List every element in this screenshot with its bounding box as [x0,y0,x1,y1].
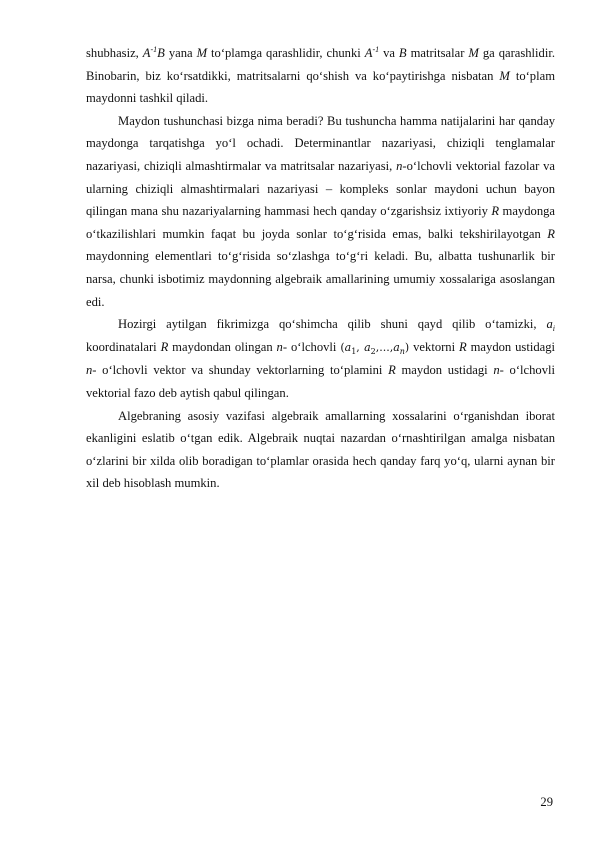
paragraph-3 [86,313,555,404]
text-run: - o‘lchovli [282,339,341,354]
math-exponent: -1 [372,45,380,54]
tuple-separator: ,..., [375,340,394,354]
text-run: to‘plam maydonni tashkil qiladi. [86,68,555,106]
text-run: ga qarashlidir. Binobarin, biz ko‘rsatdikki, matritsalarni qo‘shish va ko‘paytirishga nisbatan [86,46,556,83]
paragraph-1 [86,42,555,110]
text-run: shubhasiz, [86,46,143,60]
math-symbol: M [499,68,510,83]
tuple-separator: , [356,340,365,354]
body-text [86,42,555,495]
math-subscript: 1 [351,346,357,356]
text-run: koordinatalari [86,339,161,354]
paragraph-4 [86,405,555,495]
text-run: to‘plamga qarashlidir, chunki [207,46,365,60]
math-symbol: n [276,339,283,354]
text-run: -o‘lchovli vektorial fazolar va ularning chiziqli almashtirmalari nazariyasi – kompleks sonlar maydoni uchun bayon qilingan mana shu nazariyalarning hammasi hech qanday o‘zgarishsiz ixtiyoriy [86,158,555,219]
math-symbol: a [344,340,352,354]
tuple-paren: ( [340,340,345,354]
math-subscript: 2 [370,346,376,356]
text-run: yana [164,46,197,60]
text-run: maydondan olingan [168,339,277,354]
math-symbol: A [364,46,373,60]
text-run: maydonning elementlari to‘g‘risida so‘zlashga to‘g‘ri keladi. Bu, albatta tushunarlik bir narsa, chunki isbotimiz maydonning algebraik amallarining umumiy xossalariga asoslangan edi. [86,249,555,309]
math-exponent: -1 [150,45,158,54]
text-run: - o‘lchovli vektor va shunday vektorlarning to‘plamini [92,363,389,378]
text-run: maydonga o‘tkazilishlari mumkin faqat bu joyda sonlar to‘g‘risida emas, balki tekshirilayotgan [86,204,556,241]
math-symbol: R [160,339,169,354]
text-run: maydon ustidagi [466,339,555,354]
text-run: Maydon tushunchasi bizga nima beradi? Bu tushuncha hamma natijalarini har qanday maydonga tarqatishga yo‘l ochadi. Determinantlar nazariyasi, chiziqli tenglamalar nazariyasi, chiziqli almashtirmalar va matritsalar nazariyasi, [86,113,555,173]
math-symbol: a [364,340,371,354]
math-symbol: B [157,46,165,60]
math-symbol: R [547,226,555,241]
text-run: Hozirgi aytilgan fikrimizga qo‘shimcha qilib shuni qayd qilib o‘tamizki, [118,317,547,332]
math-symbol: R [459,339,467,354]
math-symbol: M [468,46,479,60]
math-symbol: R [491,204,500,219]
math-symbol: n [86,363,93,378]
math-symbol: n [396,158,403,173]
text-run: maydon ustidagi [395,363,494,378]
text-run: matritsalar [406,46,469,60]
tuple-paren: ) [404,340,410,354]
math-subscript: n [399,346,405,356]
text-run: - o‘lchovli vektorial fazo deb aytish qabul qilingan. [86,363,556,400]
math-symbol: a [393,340,400,354]
math-symbol: a [546,317,553,332]
text-run: vektorni [409,339,460,354]
math-symbol: R [388,363,396,378]
page-number: 29 [540,795,553,809]
math-symbol: B [398,46,407,60]
math-symbol: M [196,46,208,60]
math-subscript: i [552,324,555,334]
math-symbol: A [142,46,151,60]
vector-tuple [340,341,409,354]
paragraph-2 [86,110,555,313]
text-run: Algebraning asosiy vazifasi algebraik amallarning xossalarini o‘rganishdan iborat ekanligini eslatib o‘tgan edik. Algebraik nuqtai nazardan o‘rnashtirilgan amalga nisbatan o‘zlarini bir xilda olib boradigan to‘plamlar orasida hech qanday farq yo‘q, ularni aynan bir xil deb hisoblash mumkin. [86,408,555,491]
text-run: va [379,46,399,60]
math-symbol: n [493,363,500,378]
